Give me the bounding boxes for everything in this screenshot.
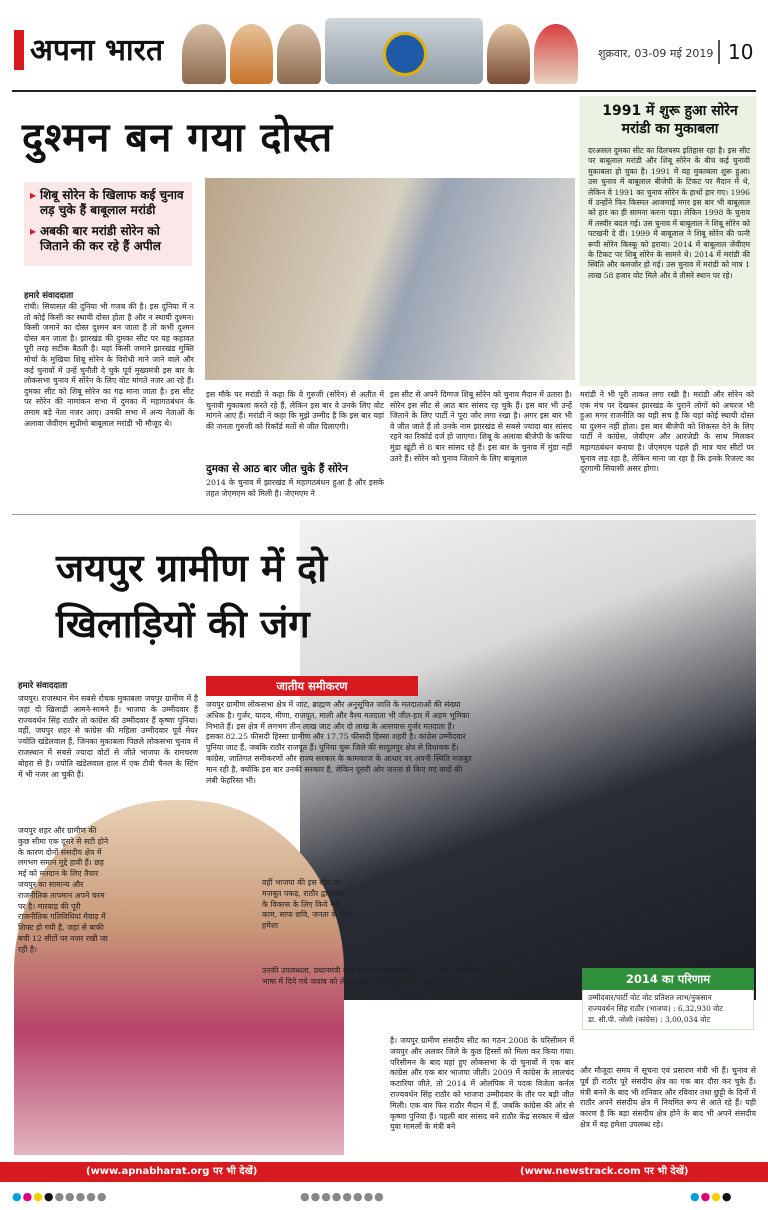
story2-byline: हमारे संवाददाता: [18, 681, 68, 691]
masthead-logo: अपना भारत: [30, 33, 164, 68]
story2-col4: और मौजूदा समय में सूचना एवं प्रसारण मंत्री भी हैं। चुनाव से पूर्व ही राठौर पूरे संसदीय क्षेत्र का एक बार दौरा कर चुके हैं। मंत्री बनने के बाद भी शनिवार और रविवार तथा छुट्टी के दिनों में राठौर अपने संसदीय क्षेत्र में नियमित रूप से आते रहे हैं। यही कारण है कि बड़ा संसदीय क्षेत्र होने के बाद भी अपने संसदीय क्षेत्र में वह हमेशा उपलब्ध रहे।: [580, 1066, 756, 1129]
registration-marks: ●●●●●●●●: [300, 1190, 385, 1203]
soren-marandi-photo: [205, 178, 575, 380]
caste-equation-label: जातीय समीकरण: [206, 676, 418, 696]
story1-col2: इस मौके पर मरांडी ने कहा कि वे गुरुजी (सोरेन) से अतीत में चुनावी मुकाबला करते रहे हैं, लेकिन इस बार वे उनके लिए वोट मांगने आए हैं। मरांडी ने कहा कि मुझे उम्मीद है कि इस बार यहां की जनता गुरुजी को रिकॉर्ड मतों से जीत दिलाएगी।: [206, 390, 384, 431]
result-row: राज्यवर्धन सिंह राठौर (भाजपा) : 6,32,930 वोट: [588, 1004, 723, 1013]
result-title: 2014 का परिणाम: [582, 968, 754, 990]
section-divider: [12, 514, 756, 515]
registration-marks: ●●●●●●●●●: [12, 1190, 108, 1203]
sidebar1-text: दरअसल दुमका सीट का दिलचस्प इतिहास रहा है। इस सीट पर बाबूलाल मरांडी और शिबू सोरेन के बीच कई चुनावी मुकाबला हो चुका है। 1991 में यह मुकाबला शुरू हुआ। उस चुनाव में बाबूलाल बीजेपी के टिकट पर मैदान में थे, लेकिन वे 1991 का चुनाव सोरेन के हाथों हार गए। 1996 में उन्होंने फिर किस्मत आजमाई मगर इस बार भी बाबूलाल को हार का ही सामना करना पड़ा। लेकिन 1998 के चुनाव में तस्वीर बदल गई। उस चुनाव में बाबूलाल ने शिबू सोरेन को पटखनी दे दी। 1999 में बाबूलाल ने शिबू सोरेन की पत्नी रूपी सोरेन किस्कू को हराया। 2014 में बाबूलाल जेवीएम के टिकट पर शिबू सोरेन के सामने थे। 2014 में मरांडी की स्थिति और कमजोर हो गई। उस चुनाव में मरांडी को मात्र 1 लाख 58 हजार वोट मिले और वे तीसरे स्थान पर रहे।: [588, 146, 750, 280]
story2-col1: जयपुर। राजस्थान मेन सबसे रोचक मुकाबला जयपुर ग्रामीण में है जहां दो खिलाड़ी आमने-सामने हैं। भाजपा के उम्मीदवार हैं राज्यवर्धन सिंह राठौर तो कांग्रेस की उम्मीदवार हैं कृष्णा पुनिया। वहीं, जयपुर शहर से कांग्रेस की महिला उम्मीदवार पूर्व मेयर ज्योति खंडेलवाल हैं, जिनका मुकाबला पिछले लोकसभा चुनाव में राजस्थान में सबसे ज्यादा वोटों से जीते भाजपा के रामचरण बोहरा से है। ज्योति खंडेलवाल हाल में एक टीवी चैनल के स्टिंग में भी नजर आ चुकी हैं।: [18, 694, 198, 779]
caste-equation-text: जयपुर ग्रामीण लोकसभा क्षेत्र में जाट, ब्राह्मण और अनुसूचित जाति के मतदाताओं की संख्या अधिक है। गुर्जर, यादव, मीणा, राजपूत, माली और वैश्य मतदाता भी जीत-हार में अहम भूमिका निभाते हैं। इस क्षेत्र में लगभग तीन लाख जाट और दो लाख के आसपास गुर्जर मतदाता हैं। इसका 82.25 फीसदी हिस्सा ग्रामीण और 17.75 फीसदी हिस्सा शहरी है। कांग्रेस उम्मीदवार पुनिया जाट हैं, जबकि राठौर राजपूत हैं। पुनिया चुरू जिले की सादुलपुर क्षेत्र से विधायक हैं। कांग्रेस, जातिगत समीकरणों और राज्य सरकार के कामकाज के आधार पर अपनी स्थिति मजबूत मान रही है, क्योंकि इस बार उनकी सरकार है, लेकिन दूसरी ओर जनता से किए गए वादों की लंबी फेहरिस्त भी।: [206, 700, 472, 785]
story1-bullet: ▸ अबकी बार मरांडी सोरेन को जिताने की कर रहे हैं अपील: [30, 224, 186, 254]
story1-headline: दुश्मन बन गया दोस्त: [22, 114, 334, 161]
footer-right-link[interactable]: (www.newstrack.com पर भी देखें): [520, 1166, 689, 1177]
masthead-red-mark: [14, 30, 24, 70]
story2-headline: [56, 540, 416, 652]
page-number: 10: [718, 40, 753, 64]
sidebar1-title: 1991 में शुरू हुआ सोरेन मरांडी का मुकाबला: [602, 103, 738, 137]
registration-marks: ●●●●: [690, 1190, 733, 1203]
leader-photo: [534, 24, 578, 84]
story2-headline-line2: खिलाड़ियों की जंग: [56, 601, 310, 646]
story1-bullet: ▸ शिबू सोरेन के खिलाफ कई चुनाव लड़ चुके हैं बाबूलाल मरांडी: [30, 188, 186, 218]
parliament-image: [325, 18, 483, 84]
caste-equation-text2: वहीं भाजपा की इस सीट पर मजबूत पकड़, राठौर द्वारा क्षेत्र के विकास के लिए किये गये काम, साफ छवि, जनता के लिए हमेशा: [262, 878, 352, 931]
story1-bullet-box: [24, 182, 192, 266]
story1-col4: मरांडी ने भी पूरी ताकत लगा रखी है। मरांडी और सोरेन को एक मंच पर देखकर झारखंड के पुराने लोगों को अचरज भी हुआ मगर राजनीति का यही सच है कि यहां कोई स्थायी दोस्त या दुश्मन नहीं होता। इस बार बीजेपी को शिकस्त देने के लिए पार्टी ने कांग्रेस, जेवीएम और आरजेडी के साथ मिलकर महागठबंधन बनाया है। जेएमएम पहले ही मात्र चार सीटों पर चुनाव लड़ रहा है, लेकिन माना जा रहा है कि इनके रिजल्ट का दूरगामी सियासी असर होगा।: [580, 390, 754, 474]
story2-col1b: जयपुर शहर और ग्रामीण की कुछ सीमा एक दूसरे से सटी होने के कारण दोनों संसदीय क्षेत्र में लगभग समान मुद्दे हावी हैं। छह मई को मतदान के लिए तैयार जयपुर का सामान्य और राजनीतिक तापमान अपने चरम पर है। मारवाड़ की पूरी राजनीतिक गतिविधियां मेवाड़ में शिफ्ट हो गयी है, जहां से बाकी बची 12 सीटों पर नजर रखी जा रही है।: [18, 826, 109, 954]
leader-photo: [182, 24, 226, 84]
story1-col2b: 2014 के चुनाव में झारखंड में महागठबंधन हुआ है और इसके तहत जेएमएम को मिली है। जेएमएम ने: [206, 478, 384, 498]
story1-subhead: दुमका से आठ बार जीत चुके हैं सोरेन: [206, 463, 348, 475]
caste-equation-text3: उनकी उपलब्धता, प्रधानमंत्री नरेंद्र मोदी का नेतृत्व और पाकिस्तान को सर्जिकल स्ट्राइक कर उसी की भाषा में दिये गये जवाब को लेकर अपनी जीत सुनिश्चित मानती है।: [262, 966, 538, 986]
story1-col1: रांची। सियासत की दुनिया भी गजब की है। इस दुनिया में न तो कोई किसी का स्थायी दोस्त होता है और न स्थायी दुश्मन। किसी जमाने का दोस्त दुश्मन बन जाता है तो कभी दुश्मन दोस्त बन जाता है। झारखंड की दुमका सीट पर यह कहावत पूरी तरह सटीक बैठती है। यहां किसी जमाने झारखंड मुक्ति मोर्चा के मुखिया शिबू सोरेन के विरोधी माने जाने वाले और कई चुनावों में उन्हें चुनौती दे चुके पूर्व मुख्यमंत्री इस बार के लोकसभा चुनाव में सोरेन के लिए वोट मांगते नजर आ रहे हैं। दुमका सीट को शिबू सोरेन का गढ़ माना जाता है। इस सीट पर सोरेन की नामांकन सभा में दुमका में महागठबंधन के तमाम बड़े नेता नजर आए। उनकी सभा में अन्य नेताओं के अलावा जेवीएम सुप्रीमो बाबूलाल मरांडी भी मौजूद थे।: [24, 302, 194, 428]
footer-left-link[interactable]: (www.apnabharat.org पर भी देखें): [86, 1166, 258, 1177]
election-2019-emblem: [383, 32, 427, 76]
leader-photo: [230, 24, 274, 84]
result-row: डा. सी.पी. जोशी (कांग्रेस) : 3,00,034 वोट: [588, 1015, 711, 1024]
leader-photo: [487, 24, 531, 84]
masthead: [0, 0, 768, 92]
story2-col3: है। जयपुर ग्रामीण संसदीय सीट का गठन 2008 के परिसीमन में जयपुर और अलवर जिले के कुछ हिस्सों को मिला कर किया गया। परिसीमन के बाद यहां हुए लोकसभा के दो चुनावों में एक बार कांग्रेस और एक बार भाजपा जीती। 2009 में कांग्रेस के लालचंद कटारिया जीते, तो 2014 में ओलंपिक में पदक विजेता कर्नल राज्यवर्धन सिंह राठौर को भाजपा उम्मीदवार के तौर पर बड़ी जीत मिली। एक बार फिर राठौर मैदान में हैं, जबकि कांग्रेस की ओर से कृष्णा पुनिया हैं। पहली बार सांसद बने राठौर केंद्र सरकार में खेल युवा मामलों के मंत्री बने: [390, 1036, 574, 1132]
leader-photo: [277, 24, 321, 84]
masthead-divider: [12, 90, 756, 92]
masthead-leader-photos: [182, 18, 578, 84]
story1-byline: हमारे संवाददाता: [24, 291, 74, 301]
footer-bar: [0, 1162, 768, 1182]
result-header-row: उम्मीदवार/पार्टी वोट वोट प्रतिशत लाभ/नुकसान: [588, 993, 712, 1002]
issue-date: शुक्रवार, 03-09 मई 2019: [598, 47, 714, 60]
story1-col3: इस सीट से अपने दिग्गज शिबू सोरेन को चुनाव मैदान में उतारा है। सोरेन इस सीट से आठ बार सांसद रह चुके हैं। इस बार भी उन्हें जिताने के लिए पार्टी ने पूरा जोर लगा रखा है। अगर इस बार भी वे जीत जाते हैं तो उनके नाम झारखंड से सबसे ज्यादा बार सांसद रहने का रिकॉर्ड दर्ज हो जाएगा। शिबू के अलावा बीजेपी के करिया मुंडा खूंटी से 8 बार सांसद रहे हैं। इस बार के चुनाव में मुंडा नहीं उतरे हैं। सोरेन को चुनाव जिताने के लिए बाबूलाल: [390, 390, 572, 463]
story2-headline-line1: जयपुर ग्रामीण में दो: [56, 545, 328, 590]
